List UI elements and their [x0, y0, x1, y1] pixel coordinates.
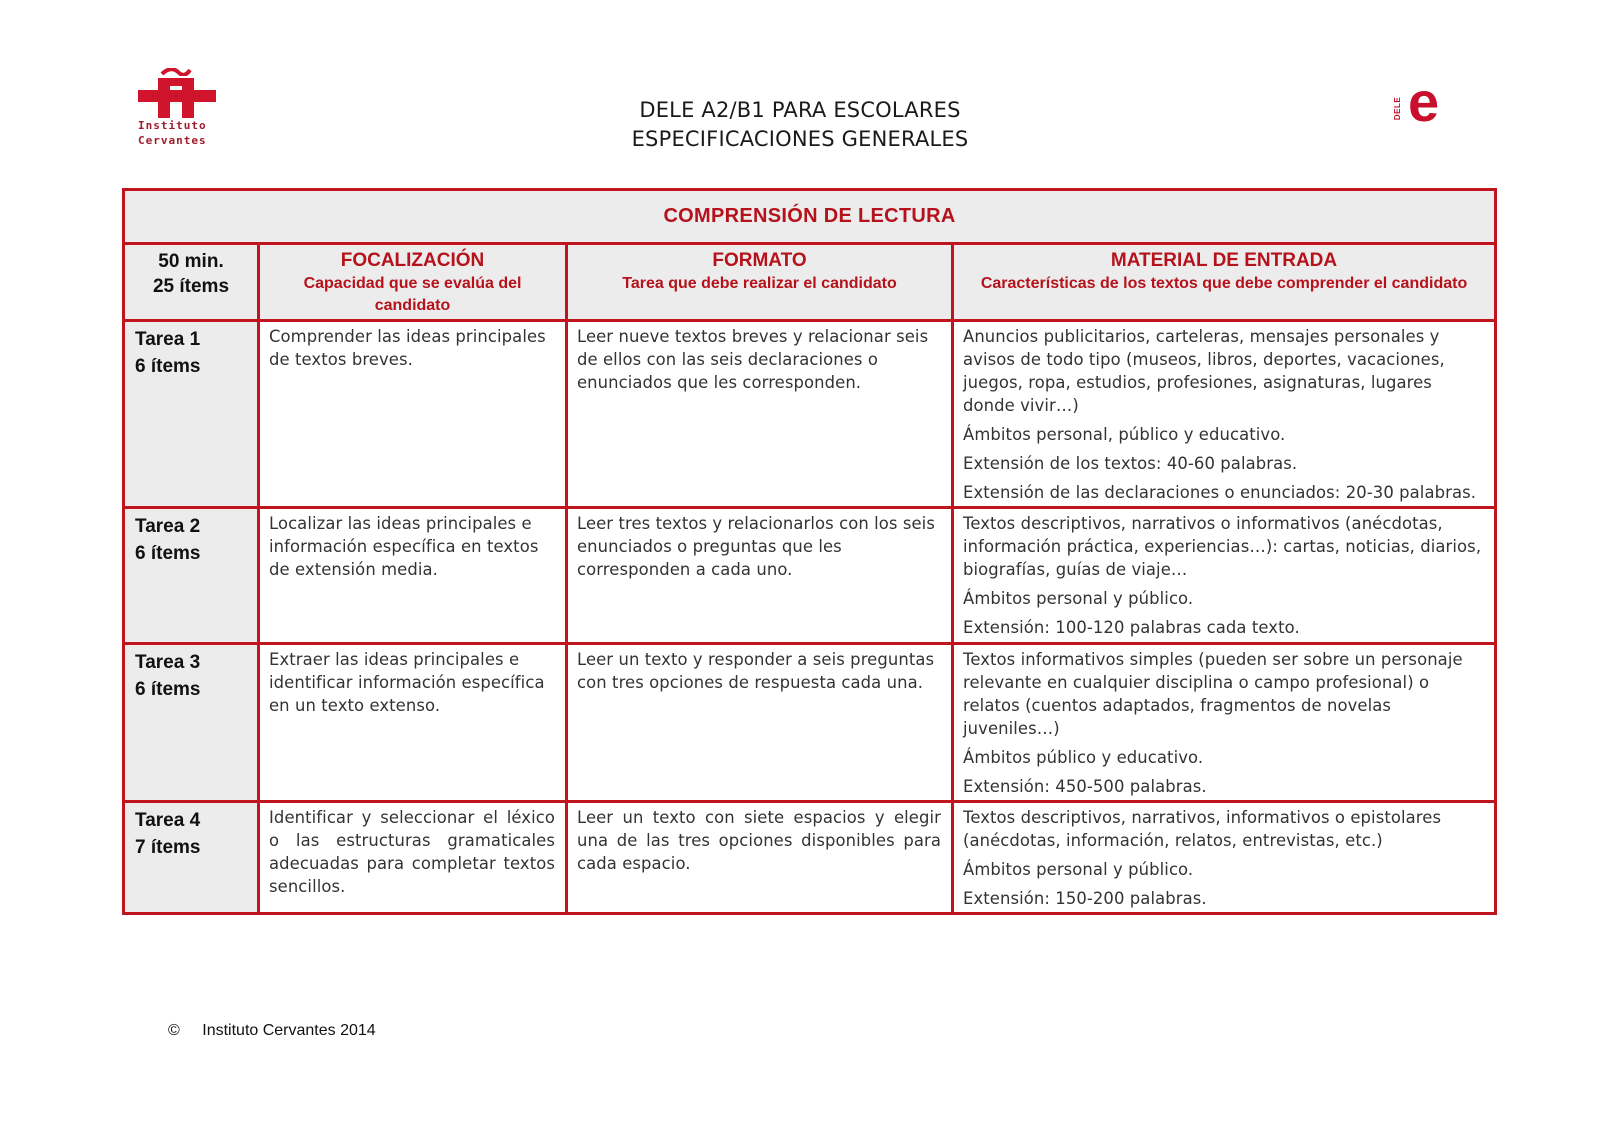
- tilde-icon: [160, 68, 192, 76]
- focalizacion-cell: Identificar y seleccionar el léxico o las estructuras gramaticales adecuadas para completar textos sencillos.: [259, 802, 567, 914]
- material-cell: Textos descriptivos, narrativos, informativos o epistolares (anécdotas, información, relatos, entrevistas, etc.) Ámbitos personal y público. Extensión: 150-200 palabras.: [953, 802, 1496, 914]
- header-material-de-entrada: MATERIAL DE ENTRADA Características de los textos que debe comprender el candidato: [953, 244, 1496, 321]
- formato-cell: Leer tres textos y relacionarlos con los seis enunciados o preguntas que les corresponden a cada uno.: [567, 508, 953, 644]
- table-row-tarea-4: [124, 802, 1496, 914]
- task-label: Tarea 4 7 ítems: [124, 802, 259, 914]
- formato-cell: Leer nueve textos breves y relacionar seis de ellos con las seis declaraciones o enunciados que les corresponden.: [567, 321, 953, 508]
- total-items: 25 ítems: [152, 276, 230, 297]
- logo-text-line1: Instituto: [138, 119, 207, 132]
- focalizacion-cell: Extraer las ideas principales e identificar información específica en un texto extenso.: [259, 644, 567, 802]
- logo-text-line2: Cervantes: [138, 134, 207, 147]
- instituto-cervantes-logo: [136, 66, 220, 160]
- duration: 50 min.: [158, 251, 224, 272]
- dele-logo: [1393, 70, 1458, 134]
- task-label: Tarea 3 6 ítems: [124, 644, 259, 802]
- document-title: [560, 96, 1040, 154]
- header-focalizacion: FOCALIZACIÓN Capacidad que se evalúa del candidato: [259, 244, 567, 321]
- table-row-tarea-1: [124, 321, 1496, 508]
- table-row-tarea-2: [124, 508, 1496, 644]
- focalizacion-cell: Comprender las ideas principales de textos breves.: [259, 321, 567, 508]
- formato-cell: Leer un texto con siete espacios y elegir una de las tres opciones disponibles para cada espacio.: [567, 802, 953, 914]
- copyright-text: Instituto Cervantes 2014: [202, 1022, 376, 1039]
- task-label: Tarea 1 6 ítems: [124, 321, 259, 508]
- formato-cell: Leer un texto y responder a seis preguntas con tres opciones de respuesta cada una.: [567, 644, 953, 802]
- summary-header: [124, 244, 259, 321]
- material-cell: Textos descriptivos, narrativos o informativos (anécdotas, información práctica, experiencias…): cartas, noticias, diarios, biografías, guías de viaje… Ámbitos personal y público. Extensión: 100-120 palabras cada texto.: [953, 508, 1496, 644]
- column-header-row: [124, 244, 1496, 321]
- header-formato: FORMATO Tarea que debe realizar el candidato: [567, 244, 953, 321]
- title-line-1: DELE A2/B1 PARA ESCOLARES: [639, 98, 961, 122]
- footer: [168, 1022, 376, 1040]
- task-label: Tarea 2 6 ítems: [124, 508, 259, 644]
- cervantes-emblem-icon: [138, 66, 216, 118]
- copyright-icon: ©: [168, 1022, 180, 1039]
- table-row-tarea-3: [124, 644, 1496, 802]
- material-cell: Textos informativos simples (pueden ser sobre un personaje relevante en cualquier disciplina o campo profesional) o relatos (cuentos adaptados, fragmentos de novelas juveniles…) Ámbitos público y educativo. Extensión: 450-500 palabras.: [953, 644, 1496, 802]
- material-cell: Anuncios publicitarios, carteleras, mensajes personales y avisos de todo tipo (museos, libros, deportes, vacaciones, juegos, ropa, estudios, profesiones, asignaturas, lugares donde vivir…) Ámbitos personal, público y educativo. Extensión de los textos: 40-60 palabras. Extensión de las declaraciones o enunciados: 20-30 palabras.: [953, 321, 1496, 508]
- reading-comprehension-table: [122, 188, 1497, 915]
- focalizacion-cell: Localizar las ideas principales e información específica en textos de extensión media.: [259, 508, 567, 644]
- section-title-row: [124, 190, 1496, 244]
- dele-vertical-label: DELE: [1398, 92, 1408, 126]
- section-title: COMPRENSIÓN DE LECTURA: [124, 190, 1496, 244]
- dele-e-icon: e: [1408, 70, 1440, 133]
- title-line-2: ESPECIFICACIONES GENERALES: [631, 127, 969, 151]
